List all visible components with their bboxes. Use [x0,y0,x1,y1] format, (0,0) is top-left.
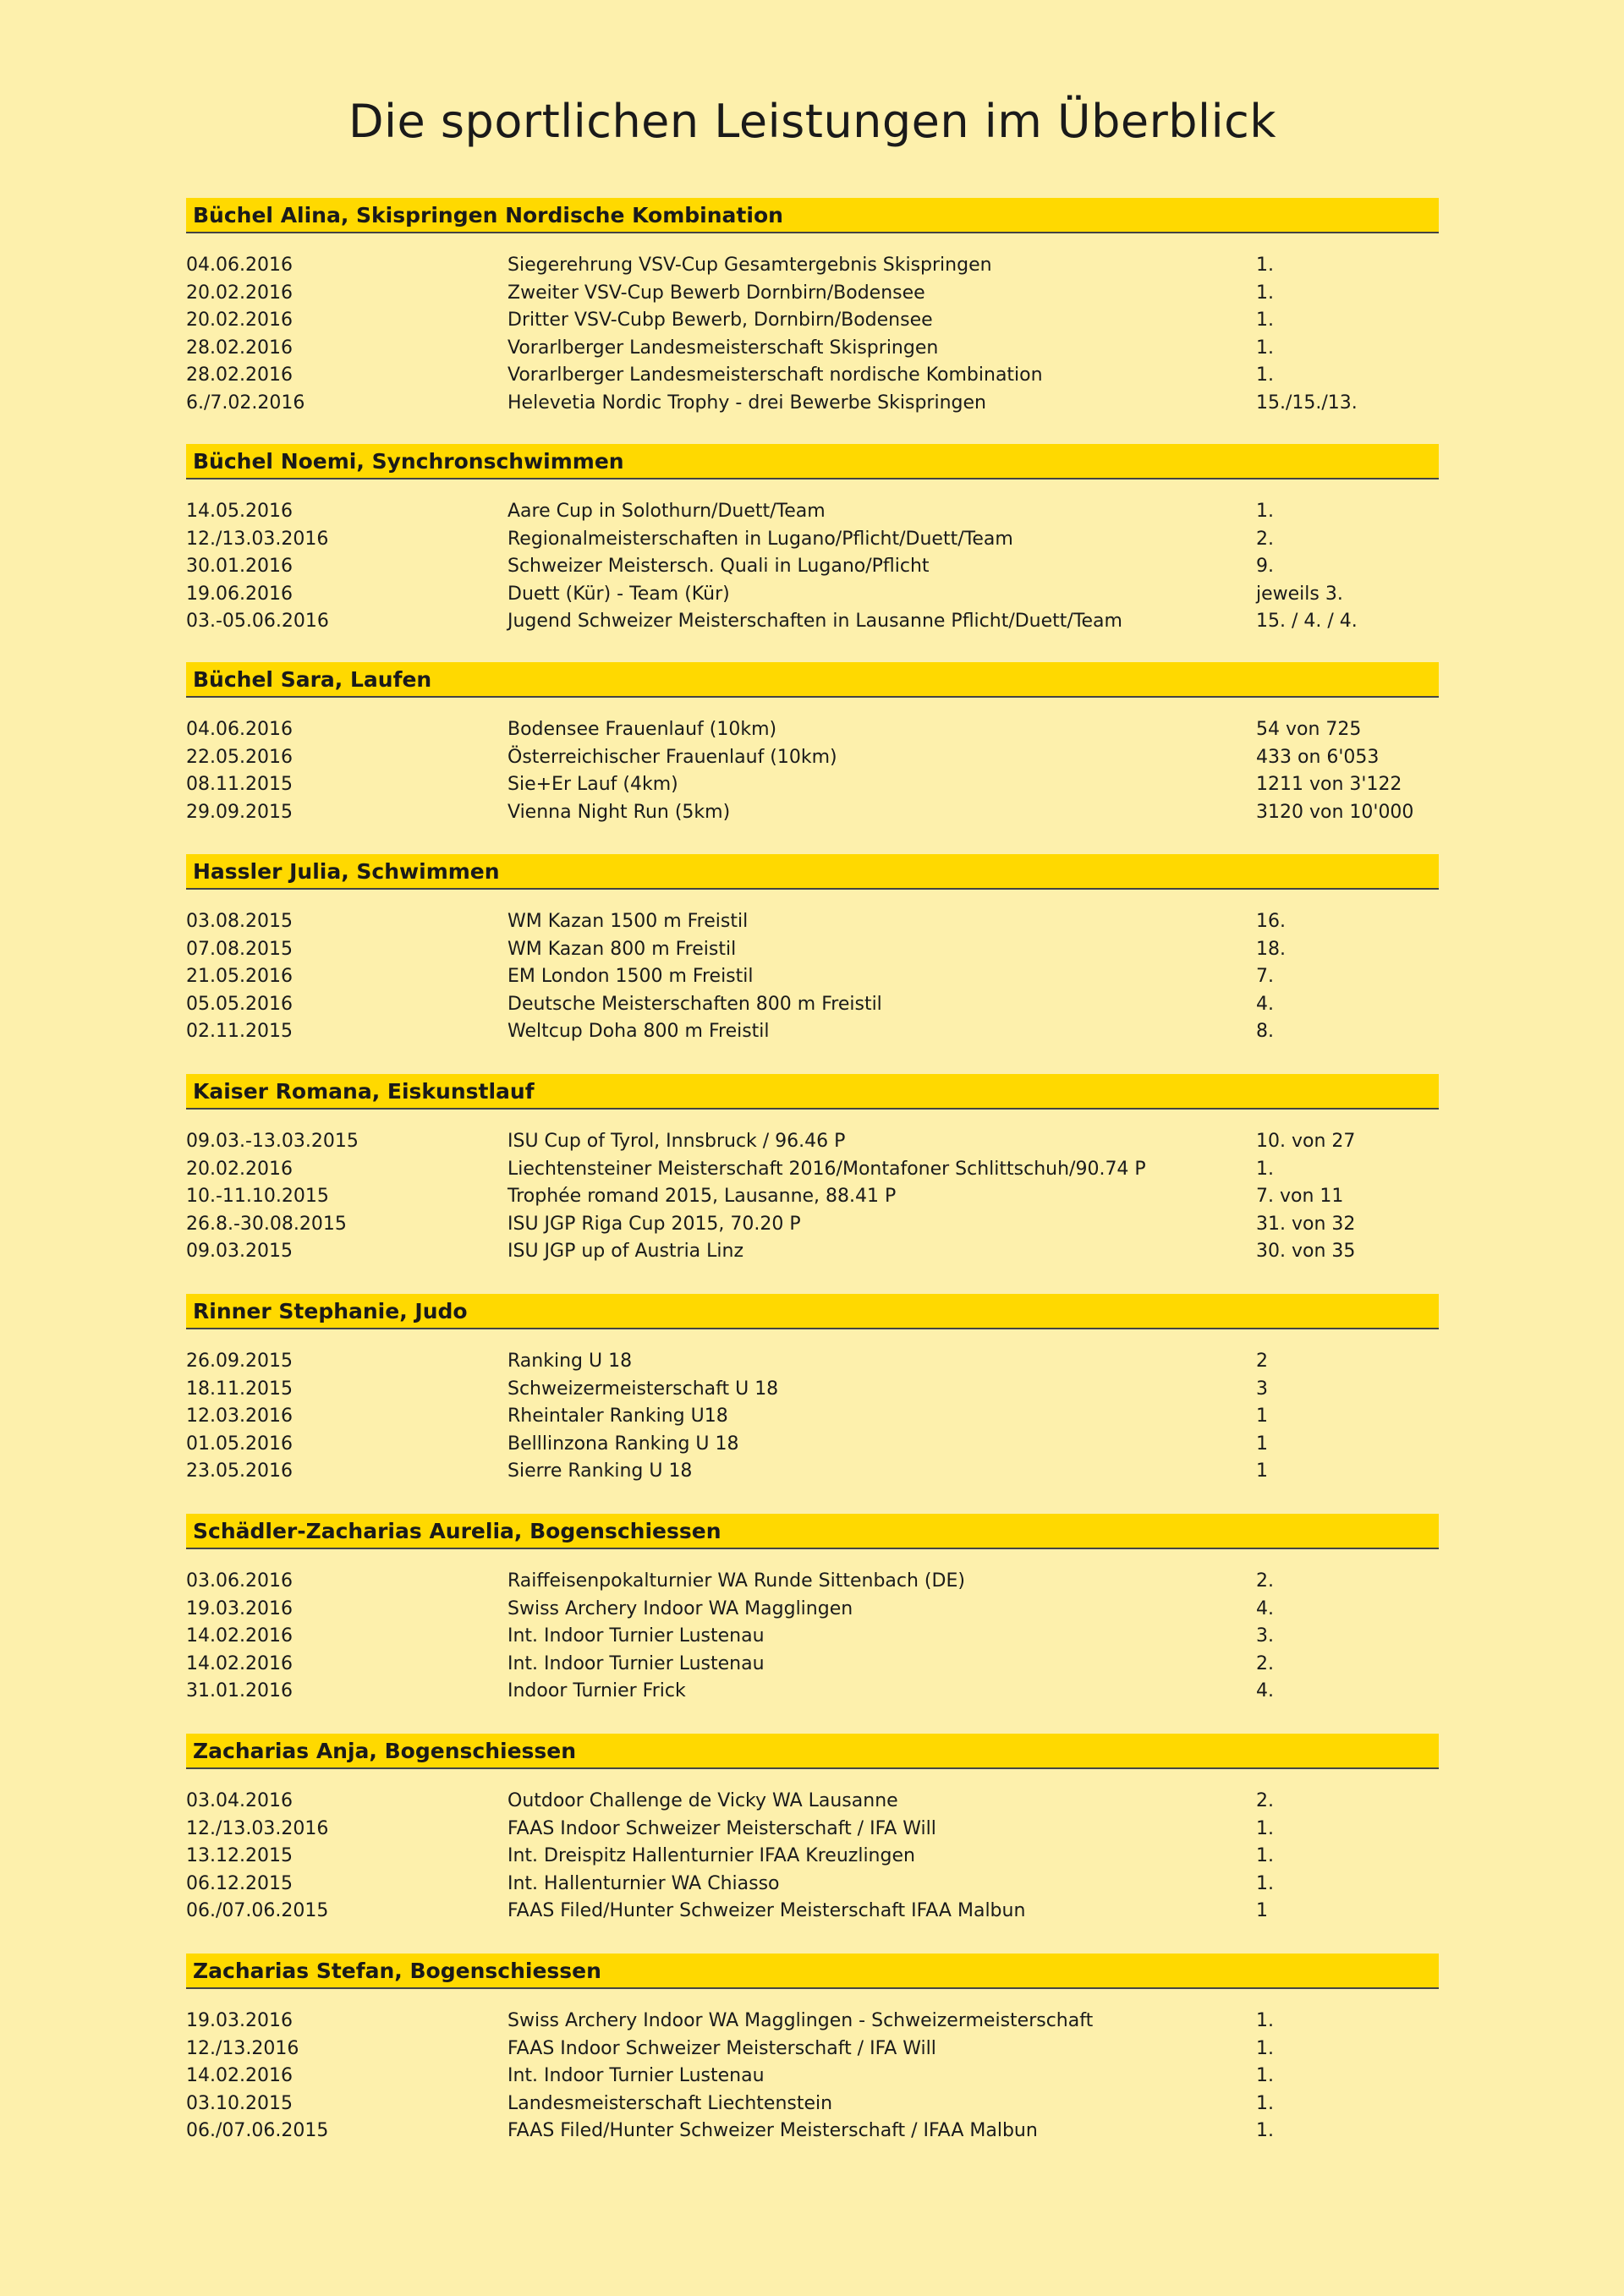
result-date: 03.10.2015 [186,2092,293,2114]
section-header: Büchel Noemi, Synchronschwimmen [186,444,1439,479]
result-date: 05.05.2016 [186,993,293,1015]
result-row [186,1871,1439,1899]
result-row [186,771,1439,799]
result-placement: 2. [1256,1790,1274,1811]
result-row [186,498,1439,526]
result-event: Weltcup Doha 800 m Freistil [508,1021,770,1042]
result-placement: 3120 von 10'000 [1256,801,1414,823]
result-row [186,335,1439,363]
result-row [186,1403,1439,1431]
result-row [186,1348,1439,1376]
result-event: ISU Cup of Tyrol, Innsbruck / 96.46 P [508,1131,846,1152]
result-date: 06./07.06.2015 [186,2120,329,2141]
result-row [186,252,1439,280]
result-date: 20.02.2016 [186,1158,293,1180]
results-list [186,498,1439,636]
result-date: 01.05.2016 [186,1433,293,1455]
section-header: Zacharias Stefan, Bogenschiessen [186,1954,1439,1989]
result-event: ISU JGP Riga Cup 2015, 70.20 P [508,1213,801,1235]
result-placement: 4. [1256,1680,1274,1701]
result-date: 14.05.2016 [186,501,293,522]
results-list [186,1348,1439,1486]
results-list [186,2008,1439,2145]
result-date: 09.03.-13.03.2015 [186,1131,359,1152]
result-event: Sie+Er Lauf (4km) [508,774,678,795]
result-placement: 15./15./13. [1256,392,1358,414]
result-row [186,1816,1439,1844]
result-placement: 4. [1256,993,1274,1015]
result-event: Schweizer Meistersch. Quali in Lugano/Pflicht [508,556,930,577]
section-header: Schädler-Zacharias Aurelia, Bogenschiessen [186,1514,1439,1549]
result-event: ISU JGP up of Austria Linz [508,1241,744,1262]
result-row [186,1596,1439,1624]
result-event: Int. Indoor Turnier Lustenau [508,1652,765,1674]
result-row [186,390,1439,418]
result-date: 19.03.2016 [186,1597,293,1619]
result-event: Vorarlberger Landesmeisterschaft nordische Kombination [508,364,1043,386]
result-event: Aare Cup in Solothurn/Duett/Team [508,501,826,522]
result-row [186,553,1439,581]
result-row [186,1623,1439,1651]
result-row [186,1843,1439,1871]
results-list [186,908,1439,1046]
result-placement: 2. [1256,1570,1274,1592]
result-row [186,608,1439,636]
result-date: 14.02.2016 [186,1625,293,1647]
result-event: Swiss Archery Indoor WA Magglingen [508,1597,853,1619]
result-placement: 7. von 11 [1256,1186,1344,1207]
result-date: 21.05.2016 [186,966,293,987]
result-event: Vienna Night Run (5km) [508,801,731,823]
result-placement: 2. [1256,528,1274,550]
result-event: Österreichischer Frauenlauf (10km) [508,746,837,768]
result-placement: 1. [1256,282,1274,304]
result-event: WM Kazan 800 m Freistil [508,938,737,960]
result-row [186,1651,1439,1679]
result-row [186,1431,1439,1459]
result-placement: 1. [1256,1872,1274,1894]
result-event: Bodensee Frauenlauf (10km) [508,719,777,740]
result-event: WM Kazan 1500 m Freistil [508,911,749,932]
result-date: 04.06.2016 [186,255,293,276]
result-event: Dritter VSV-Cubp Bewerb, Dornbirn/Bodensee [508,310,933,331]
result-date: 12./13.03.2016 [186,1817,329,1839]
result-date: 13.12.2015 [186,1845,293,1866]
result-placement: 30. von 35 [1256,1241,1356,1262]
result-placement: 1. [1256,364,1274,386]
section-header: Büchel Alina, Skispringen Nordische Kombination [186,198,1439,233]
result-event: EM London 1500 m Freistil [508,966,754,987]
result-event: FAAS Indoor Schweizer Meisterschaft / IFA Will [508,2037,936,2059]
result-row [186,2091,1439,2118]
result-date: 02.11.2015 [186,1021,293,1042]
result-date: 6./7.02.2016 [186,392,305,414]
result-row [186,2008,1439,2036]
result-placement: 1. [1256,255,1274,276]
result-row [186,908,1439,936]
result-placement: jeweils 3. [1256,583,1343,605]
result-placement: 1. [1256,2065,1274,2086]
result-row [186,1238,1439,1266]
result-placement: 1. [1256,1158,1274,1180]
results-list [186,1568,1439,1706]
result-date: 03.06.2016 [186,1570,293,1592]
athlete-section [186,1514,1439,1706]
result-date: 07.08.2015 [186,938,293,960]
result-date: 29.09.2015 [186,801,293,823]
result-placement: 1. [1256,501,1274,522]
result-date: 08.11.2015 [186,774,293,795]
result-date: 12./13.2016 [186,2037,299,2059]
result-placement: 7. [1256,966,1274,987]
result-row [186,1128,1439,1156]
result-row [186,936,1439,964]
result-row [186,1788,1439,1816]
result-row [186,716,1439,744]
result-row [186,2118,1439,2145]
result-row [186,362,1439,390]
result-row [186,581,1439,609]
result-row [186,1458,1439,1486]
result-placement: 31. von 32 [1256,1213,1356,1235]
result-event: FAAS Indoor Schweizer Meisterschaft / IFA Will [508,1817,936,1839]
result-row [186,1898,1439,1926]
result-row [186,1211,1439,1239]
athlete-section [186,198,1439,417]
result-event: Schweizermeisterschaft U 18 [508,1378,779,1400]
result-placement: 1. [1256,337,1274,359]
result-row [186,2063,1439,2091]
result-event: Int. Indoor Turnier Lustenau [508,2065,765,2086]
result-placement: 9. [1256,556,1274,577]
result-event: Swiss Archery Indoor WA Magglingen - Schweizermeisterschaft [508,2010,1094,2031]
result-date: 04.06.2016 [186,719,293,740]
section-header: Zacharias Anja, Bogenschiessen [186,1734,1439,1769]
athlete-section [186,662,1439,826]
result-date: 06.12.2015 [186,1872,293,1894]
result-date: 19.06.2016 [186,583,293,605]
result-placement: 1 [1256,1406,1268,1427]
result-event: Landesmeisterschaft Liechtenstein [508,2092,833,2114]
result-row [186,991,1439,1019]
result-date: 20.02.2016 [186,310,293,331]
result-placement: 3 [1256,1378,1268,1400]
result-event: FAAS Filed/Hunter Schweizer Meisterschaft IFAA Malbun [508,1900,1026,1921]
result-event: Zweiter VSV-Cup Bewerb Dornbirn/Bodensee [508,282,925,304]
result-row [186,2036,1439,2063]
result-placement: 1211 von 3'122 [1256,774,1402,795]
result-date: 30.01.2016 [186,556,293,577]
result-date: 28.02.2016 [186,364,293,386]
result-placement: 10. von 27 [1256,1131,1356,1152]
result-placement: 1. [1256,2120,1274,2141]
result-placement: 16. [1256,911,1286,932]
result-event: Int. Hallenturnier WA Chiasso [508,1872,780,1894]
section-header: Hassler Julia, Schwimmen [186,854,1439,890]
result-event: Indoor Turnier Frick [508,1680,686,1701]
result-placement: 2 [1256,1351,1268,1372]
page-title: Die sportlichen Leistungen im Überblick [348,95,1277,148]
result-placement: 15. / 4. / 4. [1256,611,1358,632]
result-event: FAAS Filed/Hunter Schweizer Meisterschaft / IFAA Malbun [508,2120,1038,2141]
result-row [186,963,1439,991]
result-placement: 1. [1256,1845,1274,1866]
result-row [186,280,1439,308]
result-placement: 18. [1256,938,1286,960]
result-placement: 433 on 6'053 [1256,746,1380,768]
athlete-section [186,1734,1439,1926]
result-placement: 1. [1256,2010,1274,2031]
result-event: Jugend Schweizer Meisterschaften in Lausanne Pflicht/Duett/Team [508,611,1122,632]
section-header: Kaiser Romana, Eiskunstlauf [186,1074,1439,1110]
athlete-section [186,1074,1439,1266]
result-date: 10.-11.10.2015 [186,1186,329,1207]
result-event: Int. Indoor Turnier Lustenau [508,1625,765,1647]
result-row [186,1568,1439,1596]
result-date: 20.02.2016 [186,282,293,304]
result-event: Vorarlberger Landesmeisterschaft Skispringen [508,337,939,359]
result-event: Int. Dreispitz Hallenturnier IFAA Kreuzlingen [508,1845,915,1866]
result-date: 22.05.2016 [186,746,293,768]
results-list [186,252,1439,417]
result-placement: 1. [1256,1817,1274,1839]
result-placement: 54 von 725 [1256,719,1362,740]
results-list [186,1128,1439,1266]
result-date: 18.11.2015 [186,1378,293,1400]
result-event: Ranking U 18 [508,1351,633,1372]
result-row [186,744,1439,772]
result-date: 26.09.2015 [186,1351,293,1372]
result-event: Sierre Ranking U 18 [508,1460,693,1482]
results-list [186,716,1439,826]
result-row [186,1183,1439,1211]
result-date: 14.02.2016 [186,1652,293,1674]
result-placement: 1. [1256,2092,1274,2114]
result-event: Rheintaler Ranking U18 [508,1406,728,1427]
result-event: Regionalmeisterschaften in Lugano/Pflicht/Duett/Team [508,528,1013,550]
athlete-section [186,1294,1439,1486]
result-date: 19.03.2016 [186,2010,293,2031]
result-placement: 2. [1256,1652,1274,1674]
result-event: Belllinzona Ranking U 18 [508,1433,739,1455]
result-event: Liechtensteiner Meisterschaft 2016/Montafoner Schlittschuh/90.74 P [508,1158,1146,1180]
result-date: 28.02.2016 [186,337,293,359]
result-placement: 1 [1256,1433,1268,1455]
result-row [186,1156,1439,1184]
result-placement: 1. [1256,2037,1274,2059]
result-date: 31.01.2016 [186,1680,293,1701]
result-row [186,799,1439,827]
result-event: Deutsche Meisterschaften 800 m Freistil [508,993,882,1015]
result-date: 26.8.-30.08.2015 [186,1213,347,1235]
result-date: 06./07.06.2015 [186,1900,329,1921]
result-row [186,1678,1439,1706]
result-date: 09.03.2015 [186,1241,293,1262]
result-row [186,1018,1439,1046]
result-date: 23.05.2016 [186,1460,293,1482]
result-event: Raiffeisenpokalturnier WA Runde Sittenbach (DE) [508,1570,965,1592]
result-event: Trophée romand 2015, Lausanne, 88.41 P [508,1186,897,1207]
result-row [186,307,1439,335]
section-header: Rinner Stephanie, Judo [186,1294,1439,1329]
result-event: Outdoor Challenge de Vicky WA Lausanne [508,1790,898,1811]
result-placement: 1. [1256,310,1274,331]
result-event: Duett (Kür) - Team (Kür) [508,583,730,605]
result-date: 03.08.2015 [186,911,293,932]
result-placement: 8. [1256,1021,1274,1042]
section-header: Büchel Sara, Laufen [186,662,1439,698]
result-date: 03.-05.06.2016 [186,611,329,632]
athlete-section [186,1954,1439,2145]
result-placement: 1 [1256,1900,1268,1921]
result-placement: 3. [1256,1625,1274,1647]
athlete-section [186,444,1439,636]
result-row [186,1376,1439,1404]
result-event: Helevetia Nordic Trophy - drei Bewerbe Skispringen [508,392,986,414]
result-row [186,526,1439,554]
result-date: 12.03.2016 [186,1406,293,1427]
result-date: 14.02.2016 [186,2065,293,2086]
results-list [186,1788,1439,1926]
result-placement: 4. [1256,1597,1274,1619]
result-event: Siegerehrung VSV-Cup Gesamtergebnis Skispringen [508,255,992,276]
result-date: 12./13.03.2016 [186,528,329,550]
result-date: 03.04.2016 [186,1790,293,1811]
result-placement: 1 [1256,1460,1268,1482]
athlete-section [186,854,1439,1046]
